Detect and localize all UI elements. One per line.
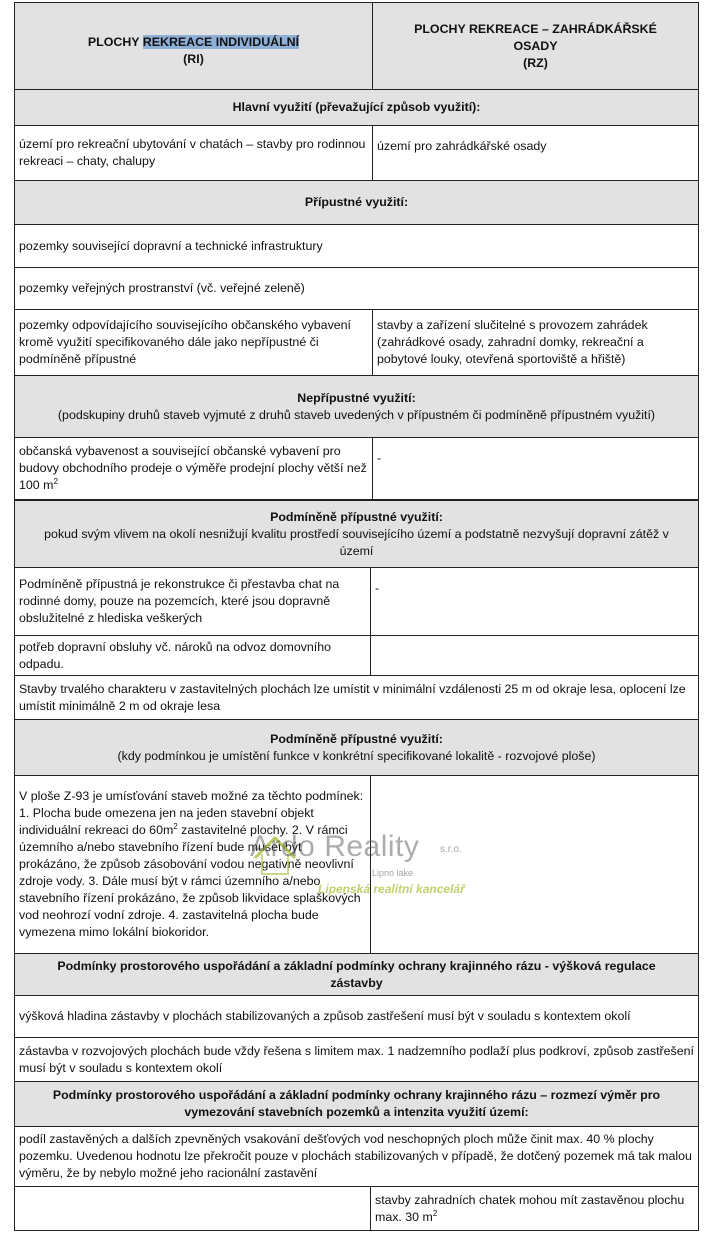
conditional2-sup: 2 [173, 822, 178, 831]
permitted-civic-left: pozemky odpovídajícího souvisejícího občanského vybavení kromě využití specifikovaného dále jako nepřípustné či podmíněně přípustné [15, 310, 373, 376]
conditional1-row2-right [371, 636, 699, 676]
height-reg-stabilized: výšková hladina zástavby v plochách stabilizovaných a způsob zastřešení musí být v souladu s kontextem okolí [15, 996, 699, 1038]
height-reg-row-1 [15, 996, 699, 1038]
watermark-suffix: s.r.o. [440, 844, 462, 855]
plot-size-garden-huts-sup: 2 [432, 1208, 438, 1218]
prohibited-left-text: občanská vybavenost a související občanské vybavení pro budovy obchodního prodeje o výměře prodejní plochy větší než 100 m [19, 444, 367, 492]
header-ri [15, 3, 373, 90]
conditional1-forest-distance: Stavby trvalého charakteru v zastavitelných plochách lze umístit v minimální vzdálenosti 25 m od okraje lesa, oplocení lze umístit minimálně 2 m od okraje lesa [15, 676, 699, 720]
permitted-public-space: pozemky veřejných prostranství (vč. veřejné zeleně) [15, 268, 699, 310]
regulation-table-top [14, 2, 699, 500]
conditional1-row-1 [15, 568, 699, 636]
conditional1-heading: Podmíněně přípustné využití: [270, 509, 443, 524]
plot-size-heading: Podmínky prostorového uspořádání a základní podmínky ochrany krajinného rázu – rozmezí výměr pro vymezování stavebních pozemků a intenzita využití území: [15, 1082, 699, 1127]
conditional1-row-3 [15, 676, 699, 720]
conditional2-heading: Podmíněně přípustné využití: [270, 731, 443, 746]
conditional2-right [371, 776, 699, 954]
conditional1-row-2 [15, 636, 699, 676]
prohibited-row [15, 438, 699, 500]
header-rz [373, 3, 699, 90]
plot-size-row2-left [15, 1187, 371, 1231]
watermark-place: Lipno lake [372, 868, 414, 878]
permitted-row-2 [15, 268, 699, 310]
conditional1-subheading: pokud svým vlivem na okolí nesnižují kvalitu prostředí souvisejícího území a podstatně nezvyšují dopravní zátěž v území [44, 526, 669, 558]
conditional2-row [15, 776, 699, 954]
conditional1-reconstruction: Podmíněně přípustná je rekonstrukce či přestavba chat na rodinné domy, pouze na pozemcích, které jsou dopravně obslužitelné z hlediska veškerých [15, 568, 371, 636]
permitted-heading: Přípustné využití: [15, 181, 699, 225]
plot-size-row-1 [15, 1127, 699, 1187]
prohibited-heading: Nepřípustné využití: [297, 390, 416, 405]
main-use-right: území pro zahrádkářské osady [373, 126, 699, 181]
main-use-heading-row [15, 90, 699, 126]
conditional1-heading-row [15, 501, 699, 568]
header-ri-highlight: REKREACE INDIVIDUÁLNÍ [142, 35, 300, 49]
main-use-left: území pro rekreační ubytování v chatách – stavby pro rodinnou rekreaci – chaty, chalupy [15, 126, 373, 181]
conditional2-heading-row [15, 720, 699, 776]
permitted-infrastructure: pozemky související dopravní a technické infrastruktury [15, 225, 699, 268]
conditional1-heading-cell [15, 501, 699, 568]
height-reg-development: zástavba v rozvojových plochách bude vždy řešena s limitem max. 1 nadzemního podlaží plus podkroví, způsob zastřešení musí být v souladu s kontextem okolí [15, 1038, 699, 1082]
plot-size-coverage: podíl zastavěných a dalších zpevněných vsakování dešťových vod neschopných ploch může činit max. 40 % plochy pozemku. Uvedenou hodnotu lze překročit pouze v plochách stabilizovaných v případě, že dotčený pozemek má tak malou výměru, že by nebylo možné jeho racionální zastavění [15, 1127, 699, 1187]
plot-size-garden-huts [371, 1187, 699, 1231]
watermark-brand: Ardo Reality [250, 830, 420, 863]
permitted-garden-right: stavby a zařízení slučitelné s provozem zahrádek (zahrádkové osady, zahradní domky, rekreační a pobytové louky, otevřená sportoviště a hřiště) [373, 310, 699, 376]
conditional2-text-b: zastavitelné plochy. 2. V rámci územního a/nebo stavebního řízení bude muset být prokázáno, že způsob zásobování vodou negativně neovlivní zdroje vody. 3. Dále musí být v rámci územního a/nebo stavebního řízení prokázáno, že způsob likvidace splaškových vod neohrozí vodní zdroje. 4. zastavitelná plocha bude vymezena mimo lokální biokoridor. [19, 823, 361, 939]
prohibited-subheading: (podskupiny druhů staveb vyjmuté z druhů staveb uvedených v přípustném či podmíněně přípustném využití) [57, 407, 656, 422]
height-reg-heading: Podmínky prostorového uspořádání a základní podmínky ochrany krajinného rázu - výšková regulace zástavby [15, 954, 699, 996]
watermark-tagline: Lipenská realitní kancelář [318, 882, 465, 896]
height-reg-heading-row [15, 954, 699, 996]
header-row [15, 3, 699, 90]
prohibited-heading-cell [15, 376, 699, 438]
permitted-row-1 [15, 225, 699, 268]
main-use-heading: Hlavní využití (převažující způsob využití): [15, 90, 699, 126]
plot-size-garden-huts-text: stavby zahradních chatek mohou mít zastavěnou plochu max. 30 m [375, 1192, 685, 1224]
header-ri-prefix: PLOCHY [87, 35, 143, 49]
conditional1-row1-right: - [371, 568, 699, 636]
plot-size-heading-row [15, 1082, 699, 1127]
header-rz-title: PLOCHY REKREACE – ZAHRÁDKÁŘSKÉ OSADY [414, 21, 657, 53]
prohibited-right: - [373, 438, 699, 500]
conditional2-subheading: (kdy podmínkou je umístění funkce v konkrétní specifikované lokalitě - rozvojové ploše) [117, 748, 596, 763]
prohibited-left-sup: 2 [53, 477, 58, 486]
prohibited-heading-row [15, 376, 699, 438]
conditional2-z93-conditions [15, 776, 371, 954]
prohibited-left [15, 438, 373, 500]
permitted-heading-row [15, 181, 699, 225]
conditional2-text-a: V ploše Z-93 je umísťování staveb možné za těchto podmínek: 1. Plocha bude omezena jen na jeden stavební objekt individuální rekreaci do 60m [19, 789, 364, 837]
header-rz-code: (RZ) [523, 55, 548, 70]
height-reg-row-2 [15, 1038, 699, 1082]
conditional1-transport: potřeb dopravní obsluhy vč. nároků na odvoz domovního odpadu. [15, 636, 371, 676]
regulation-table-bottom [14, 500, 699, 1231]
plot-size-row-2 [15, 1187, 699, 1231]
conditional2-heading-cell [15, 720, 699, 776]
header-ri-code: (RI) [183, 52, 204, 66]
permitted-row-3 [15, 310, 699, 376]
main-use-row [15, 126, 699, 181]
